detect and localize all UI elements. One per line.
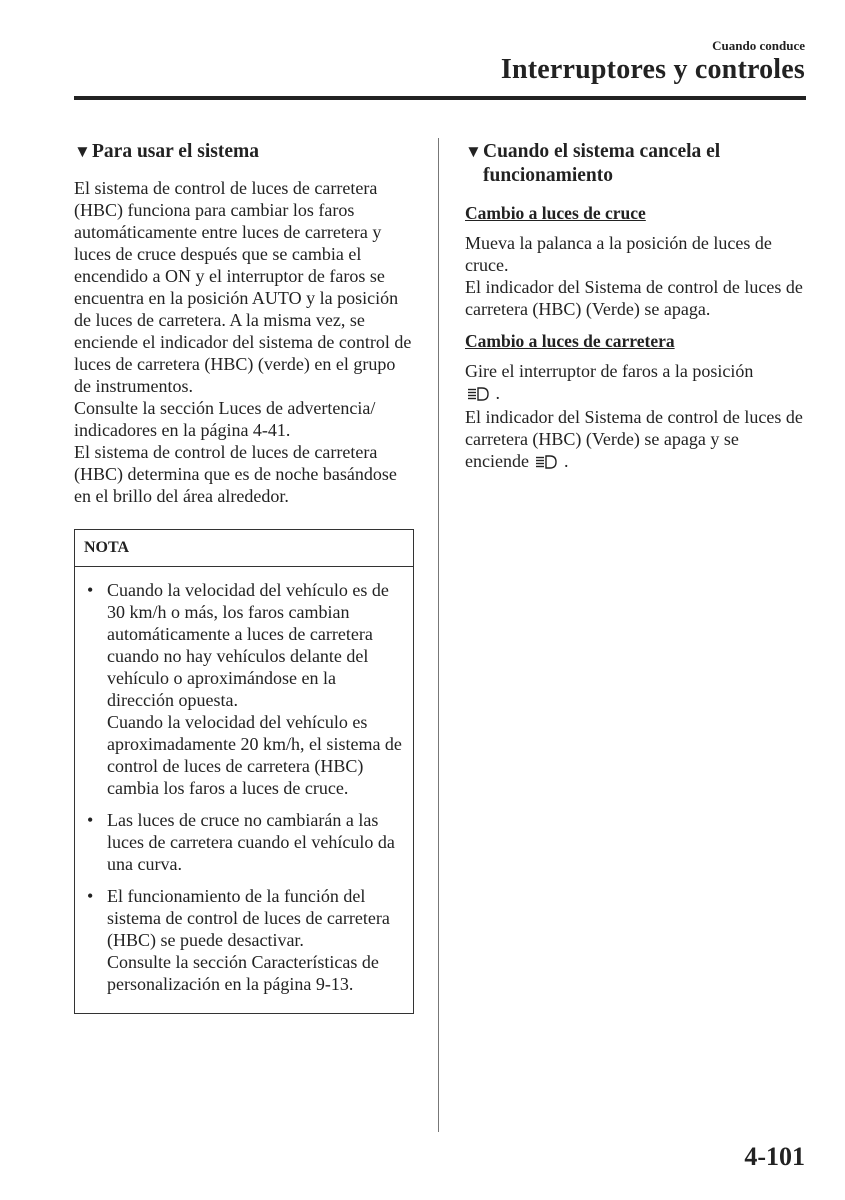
note-item xyxy=(87,885,405,995)
header-rule xyxy=(74,96,806,100)
high-beam-icon xyxy=(535,452,557,474)
note-item-text: Cuando la velocidad del vehículo es de 30 km/h o más, los faros cambian automáticamente a luces de carretera cuando no hay vehículos delante del vehículo o aproximándose en la dirección opuesta. xyxy=(107,580,389,710)
bullet-icon: • xyxy=(87,580,94,600)
note-item-text: Las luces de cruce no cambiarán a las luces de carretera cuando el vehículo da una curva. xyxy=(107,810,395,874)
left-paragraph-3: El sistema de control de luces de carretera (HBC) determina que es de noche basándose en el brillo del área alrededor. xyxy=(74,442,397,506)
note-box xyxy=(74,529,414,1014)
note-label: NOTA xyxy=(75,530,413,567)
column-divider xyxy=(438,138,439,1132)
note-item-text: Cuando la velocidad del vehículo es aproximadamente 20 km/h, el sistema de control de luces de carretera (HBC) cambia los faros a luces de cruce. xyxy=(107,712,402,798)
low-beam-text: Mueva la palanca a la posición de luces de cruce. El indicador del Sistema de control de luces de carretera (HBC) (Verde) se apaga. xyxy=(465,233,803,319)
subheading-low-beam: Cambio a luces de cruce xyxy=(465,203,646,223)
note-item xyxy=(87,809,405,875)
left-paragraph-2: Consulte la sección Luces de advertencia/ indicadores en la página 4-41. xyxy=(74,398,376,440)
high-beam-text: Gire el interruptor de faros a la posición . El indicador del Sistema de control de luces de carretera (HBC) (Verde) se apaga y se enciende . xyxy=(465,360,805,474)
bullet-icon: • xyxy=(87,886,94,906)
subheading-high-beam: Cambio a luces de carretera xyxy=(465,331,675,351)
left-column xyxy=(74,140,416,1014)
page-number: 4-101 xyxy=(744,1142,805,1171)
header-section: Cuando conduce xyxy=(712,38,805,53)
high-beam-icon xyxy=(467,384,489,406)
note-item-text: El funcionamiento de la función del sistema de control de luces de carretera (HBC) se puede desactivar. xyxy=(107,886,390,950)
left-heading xyxy=(74,140,416,164)
right-column xyxy=(465,140,805,474)
right-heading xyxy=(465,140,805,188)
down-triangle-icon: ▼ xyxy=(74,142,91,161)
note-item xyxy=(87,579,405,799)
down-triangle-icon: ▼ xyxy=(465,142,482,161)
right-heading-text: Cuando el sistema cancela el funcionamiento xyxy=(483,141,721,186)
left-paragraph-1: El sistema de control de luces de carretera (HBC) funciona para cambiar los faros automáticamente entre luces de carretera y luces de cruce después que se cambia el encendido a ON y el interruptor de faros se encuentra en la posición AUTO y la posición de luces de carretera. A la misma vez, se enciende el indicador del sistema de control de luces de carretera (HBC) (verde) en el grupo de instrumentos. Consulte la sección Luces de advertencia/ indicadores en la página 4-41. El sistema de control de luces de carretera (HBC) determina que es de noche basándose en el brillo del área alrededor. xyxy=(74,178,412,506)
note-list xyxy=(75,567,413,1013)
bullet-icon: • xyxy=(87,810,94,830)
left-heading-text: Para usar el sistema xyxy=(92,141,259,162)
page-title: Interruptores y controles xyxy=(500,54,805,85)
note-item-text: Consulte la sección Características de personalización en la página 9-13. xyxy=(107,952,379,994)
